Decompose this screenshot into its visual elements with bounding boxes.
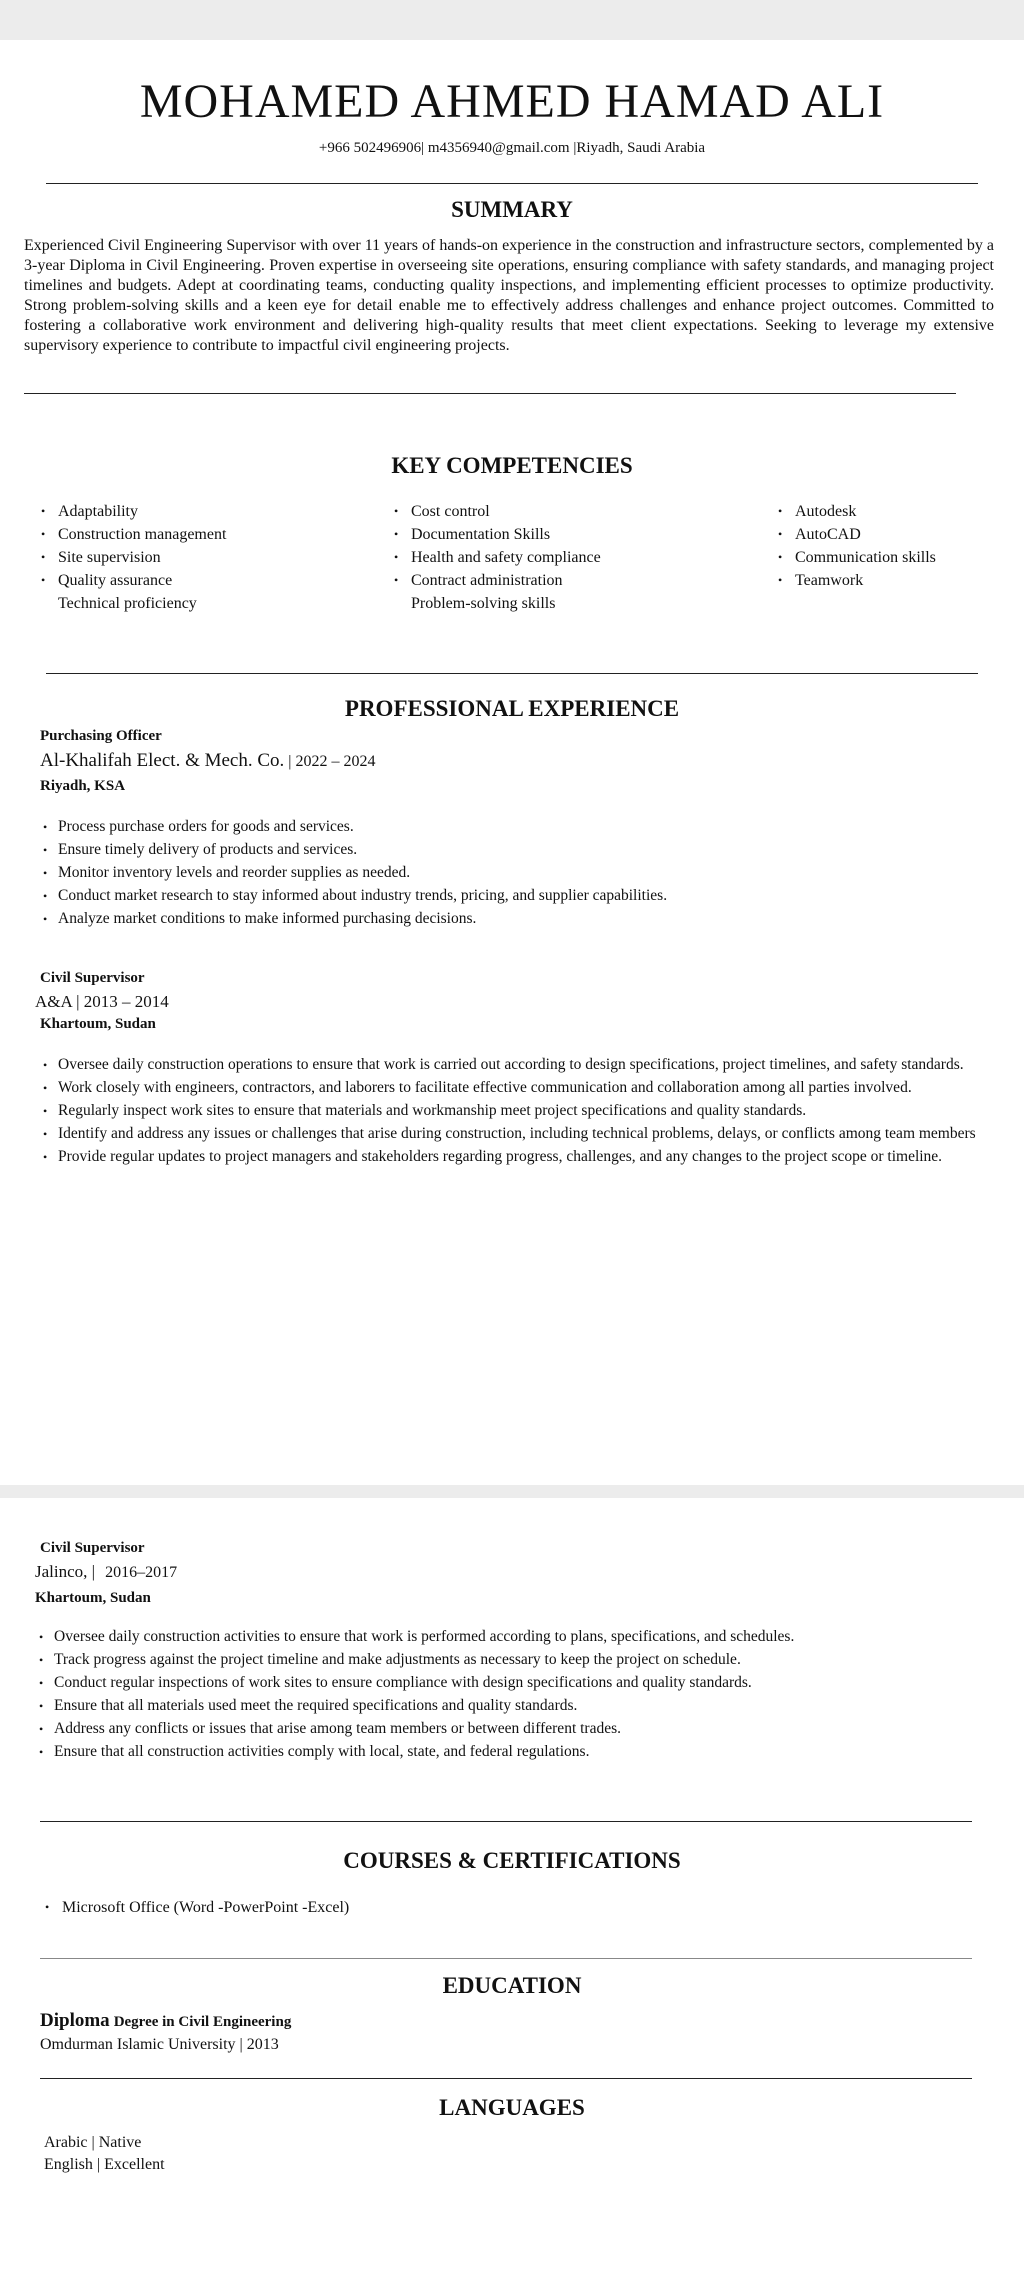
job-role: Purchasing Officer xyxy=(40,728,162,744)
education-degree xyxy=(40,2010,291,2032)
competencies-heading: KEY COMPETENCIES xyxy=(391,453,633,478)
education-school: Omdurman Islamic University | 2013 xyxy=(40,2036,279,2053)
contact-line: +966 502496906| m4356940@gmail.com |Riyadh, Saudi Arabia xyxy=(318,140,706,156)
education-heading: EDUCATION xyxy=(442,1973,582,1998)
duty-item: • Monitor inventory levels and reorder supplies as needed. xyxy=(40,862,1000,884)
divider xyxy=(24,393,956,394)
job-role: Civil Supervisor xyxy=(40,970,145,986)
job-location: Khartoum, Sudan xyxy=(40,1016,156,1032)
competency-item: • Adaptability xyxy=(38,500,368,523)
duty-item: • Conduct regular inspections of work sites to ensure compliance with design specifications and quality standards. xyxy=(36,1672,996,1694)
job-duties xyxy=(40,816,1000,931)
divider xyxy=(40,1821,972,1822)
duty-item: • Process purchase orders for goods and services. xyxy=(40,816,1000,838)
competency-continuation: Problem-solving skills xyxy=(411,595,556,612)
duty-item: • Conduct market research to stay informed about industry trends, pricing, and supplier capabilities. xyxy=(40,885,1000,907)
duty-item: • Identify and address any issues or challenges that arise during construction, including technical problems, delays, or conflicts among team members xyxy=(40,1123,980,1145)
job-company: Jalinco, | xyxy=(35,1562,96,1581)
languages-heading: LANGUAGES xyxy=(439,2095,585,2120)
duty-item: • Oversee daily construction operations to ensure that work is carried out according to design specifications, project timelines, and safety standards. xyxy=(40,1054,980,1076)
course-item: • Microsoft Office (Word -PowerPoint -Excel) xyxy=(42,1896,642,1919)
candidate-name: MOHAMED AHMED HAMAD ALI xyxy=(139,75,885,128)
language-item: Arabic | Native xyxy=(44,2134,142,2151)
competency-item: • Documentation Skills xyxy=(391,523,751,546)
job-company: Al-Khalifah Elect. & Mech. Co. xyxy=(40,750,285,771)
job-location: Riyadh, KSA xyxy=(40,778,126,794)
job-location: Khartoum, Sudan xyxy=(35,1590,151,1606)
competency-item: • Cost control xyxy=(391,500,751,523)
competency-item xyxy=(38,569,368,615)
competency-item: • Communication skills xyxy=(775,546,1005,569)
experience-heading: PROFESSIONAL EXPERIENCE xyxy=(344,696,680,721)
duty-item: • Work closely with engineers, contractors, and laborers to facilitate effective communication and collaboration among all parties involved. xyxy=(40,1077,980,1099)
divider xyxy=(40,2078,972,2079)
divider xyxy=(46,183,978,184)
duty-item: • Ensure that all construction activities comply with local, state, and federal regulations. xyxy=(36,1741,996,1763)
job-company: A&A | 2013 – 2014 xyxy=(35,992,169,1011)
divider xyxy=(40,1958,972,1959)
job-duties xyxy=(36,1626,996,1764)
duty-item: • Ensure that all materials used meet the required specifications and quality standards. xyxy=(36,1695,996,1717)
resume-page-1 xyxy=(0,40,1024,1485)
duty-item: • Analyze market conditions to make informed purchasing decisions. xyxy=(40,908,1000,930)
competency-item: • AutoCAD xyxy=(775,523,1005,546)
language-item: English | Excellent xyxy=(44,2156,165,2173)
competencies-column-3 xyxy=(775,500,1005,592)
courses-heading: COURSES & CERTIFICATIONS xyxy=(343,1848,681,1873)
duty-item: • Oversee daily construction activities to ensure that work is performed according to plans, specifications, and schedules. xyxy=(36,1626,996,1648)
competency-item: • Autodesk xyxy=(775,500,1005,523)
job-role: Civil Supervisor xyxy=(40,1540,145,1556)
duty-item: • Ensure timely delivery of products and services. xyxy=(40,839,1000,861)
summary-heading: SUMMARY xyxy=(451,197,573,222)
languages-list xyxy=(44,2132,165,2176)
duty-item: • Provide regular updates to project managers and stakeholders regarding progress, challenges, and any changes to the project scope or timeline. xyxy=(40,1146,980,1168)
job-dates: | 2022 – 2024 xyxy=(288,753,376,770)
summary-text: Experienced Civil Engineering Supervisor with over 11 years of hands-on experience in the construction and infrastructure sectors, complemented by a 3-year Diploma in Civil Engineering. Proven expertise in overseeing site operations, ensuring compliance with safety standards, and managing project timelines and budgets. Adept at coordinating teams, conducting quality inspections, and implementing efficient processes to optimize productivity. Strong problem-solving skills and a keen eye for detail enable me to effectively address challenges and enhance project outcomes. Committed to fostering a collaborative work environment and delivering high-quality results that meet client expectations. Seeking to leverage my extensive supervisory experience to contribute to impactful civil engineering projects. xyxy=(24,237,994,354)
competency-item: • Teamwork xyxy=(775,569,1005,592)
competency-item xyxy=(391,569,751,615)
job-company-line xyxy=(35,1562,177,1582)
duty-item: • Address any conflicts or issues that arise among team members or between different trades. xyxy=(36,1718,996,1740)
competency-item: • Site supervision xyxy=(38,546,368,569)
competency-item: • Health and safety compliance xyxy=(391,546,751,569)
competency-label: Contract administration xyxy=(411,572,563,589)
competency-label: Quality assurance xyxy=(58,572,173,589)
competencies-column-1 xyxy=(38,500,368,615)
degree-type: Diploma xyxy=(40,2010,110,2031)
competency-continuation: Technical proficiency xyxy=(58,595,197,612)
degree-field: Degree in Civil Engineering xyxy=(113,2014,292,2030)
competencies-column-2 xyxy=(391,500,751,615)
competency-item: • Construction management xyxy=(38,523,368,546)
job-duties xyxy=(40,1054,980,1169)
resume-page-2 xyxy=(0,1498,1024,2275)
duty-item: • Regularly inspect work sites to ensure that materials and workmanship meet project specifications and quality standards. xyxy=(40,1100,980,1122)
duty-item: • Track progress against the project timeline and make adjustments as necessary to keep the project on schedule. xyxy=(36,1649,996,1671)
courses-list xyxy=(42,1896,642,1919)
divider xyxy=(46,673,978,674)
job-dates: 2016–2017 xyxy=(105,1564,178,1581)
job-company-line xyxy=(40,750,376,772)
